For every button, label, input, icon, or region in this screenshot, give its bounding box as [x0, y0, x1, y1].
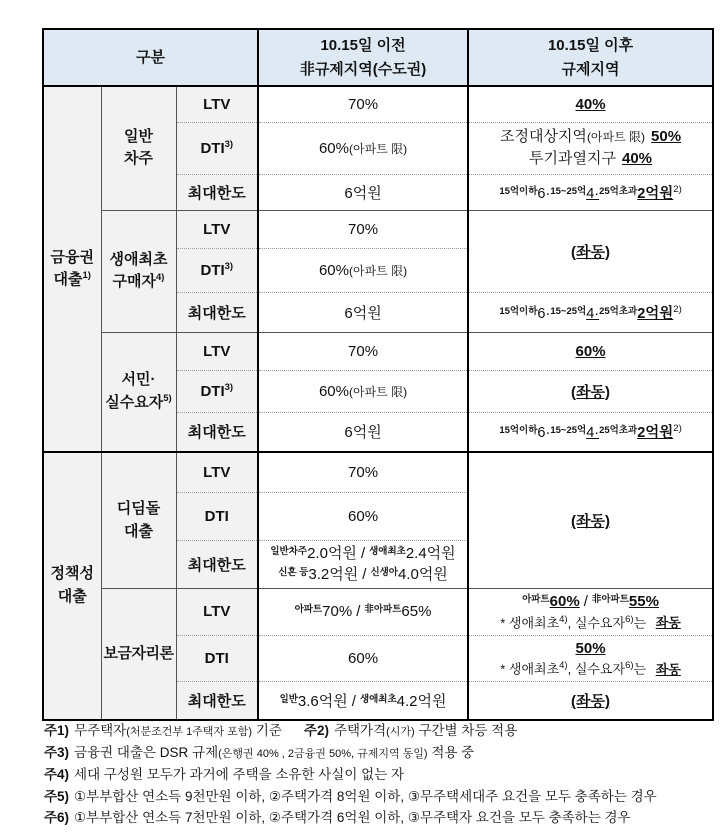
cell-general-dti-before: 60%(아파트 限) — [258, 122, 468, 174]
group-policy-loans: 정책성 대출 — [43, 452, 101, 720]
subgroup-first-time-buyer: 생애최초 구매자$^{4)}$ — [101, 210, 176, 332]
cell-lowincome-dti-after: (좌동) — [468, 370, 713, 412]
row-general-ltv — [43, 86, 713, 122]
rowlabel-max: 최대한도 — [176, 412, 258, 452]
rowlabel-ltv: LTV — [176, 452, 258, 492]
cell-lowincome-max-before: 6억원 — [258, 412, 468, 452]
cell-firsttime-ltv-dti-after: (좌동) — [468, 210, 713, 292]
subgroup-bogeumjari: 보금자리론 — [101, 589, 176, 720]
row-didimdol-ltv — [43, 452, 713, 492]
header-after-line2: 규제지역 — [561, 60, 620, 78]
header-category-label: 구분 — [136, 48, 165, 66]
cell-firsttime-dti-before: 60%(아파트 限) — [258, 248, 468, 292]
rowlabel-max: 최대한도 — [176, 540, 258, 589]
cell-bogeumjari-ltv-before: $^{아파트}$70% / $^{非아파트}$65% — [258, 589, 468, 636]
header-category — [43, 29, 258, 86]
rowlabel-dti: DTI — [176, 492, 258, 540]
cell-firsttime-max-after: $^{15억이하}$6·$^{15\sim 25억}$4·$^{25억초과}$2억원$^{2)}$ — [468, 292, 713, 332]
loan-regulation-table — [42, 28, 714, 721]
header-before-line1: 10.15일 이전 — [320, 37, 406, 55]
rowlabel-ltv: LTV — [176, 86, 258, 122]
row-lowincome-ltv — [43, 332, 713, 370]
subgroup-low-income: 서민· 실수요자$^{5)}$ — [101, 332, 176, 452]
rowlabel-dti: DTI — [176, 635, 258, 682]
cell-bogeumjari-max-after: (좌동) — [468, 682, 713, 720]
header-after — [468, 29, 713, 86]
footnote-4: 주4) 세대 구성원 모두가 과거에 주택을 소유한 사실이 없는 자 — [44, 766, 404, 782]
footnote-5: 주5) ①부부합산 연소득 9천만원 이하, ②주택가격 8억원 이하, ③무주택세대주 요건을 모두 충족하는 경우 — [44, 788, 657, 804]
rowlabel-max: 최대한도 — [176, 682, 258, 720]
cell-bogeumjari-dti-before: 60% — [258, 635, 468, 682]
rowlabel-dti: DTI$^{3)}$ — [176, 370, 258, 412]
cell-bogeumjari-ltv-after: $^{아파트}$60% / $^{非아파트}$55% * 생애최초$^{4)}$, 실수요자$^{6)}$는 좌동 — [468, 589, 713, 636]
rowlabel-max: 최대한도 — [176, 292, 258, 332]
cell-didimdol-ltv-before: 70% — [258, 452, 468, 492]
footnote-1-2: 주1) 무주택자(처분조건부 1주택자 포함) 기준 주2) 주택가격(시가) 구간별 차등 적용 — [44, 723, 518, 738]
cell-bogeumjari-dti-after: 50% * 생애최초$^{4)}$, 실수요자$^{6)}$는 좌동 — [468, 635, 713, 682]
cell-general-ltv-before: 70% — [258, 86, 468, 122]
cell-lowincome-ltv-after: 60% — [468, 332, 713, 370]
cell-general-ltv-after: 40% — [468, 86, 713, 122]
cell-didimdol-dti-before: 60% — [258, 492, 468, 540]
rowlabel-ltv: LTV — [176, 210, 258, 248]
header-after-line1: 10.15일 이후 — [547, 37, 634, 55]
row-bogeumjari-ltv — [43, 589, 713, 636]
rowlabel-ltv: LTV — [176, 589, 258, 636]
rowlabel-max: 최대한도 — [176, 174, 258, 210]
rowlabel-dti: DTI$^{3)}$ — [176, 248, 258, 292]
group-financial-loans: 금융권 대출$^{1)}$ — [43, 86, 101, 452]
row-firsttime-ltv — [43, 210, 713, 248]
cell-didimdol-after: (좌동) — [468, 452, 713, 589]
cell-lowincome-dti-before: 60%(아파트 限) — [258, 370, 468, 412]
cell-general-max-after: $^{15억이하}$6·$^{15\sim 25억}$4·$^{25억초과}$2억원$^{2)}$ — [468, 174, 713, 210]
footnotes — [44, 720, 710, 829]
cell-general-max-before: 6억원 — [258, 174, 468, 210]
cell-lowincome-max-after: $^{15억이하}$6·$^{15\sim 25억}$4·$^{25억초과}$2억원$^{2)}$ — [468, 412, 713, 452]
rowlabel-ltv: LTV — [176, 332, 258, 370]
subgroup-didimdol: 디딤돌 대출 — [101, 452, 176, 589]
rowlabel-dti: DTI$^{3)}$ — [176, 122, 258, 174]
footnote-3: 주3) 금융권 대출은 DSR 규제(은행권 40% , 2금융권 50%, 규제지역 동일) 적용 중 — [44, 744, 475, 760]
header-row — [43, 29, 713, 86]
footnote-6: 주6) ①부부합산 연소득 7천만원 이하, ②주택가격 6억원 이하, ③무주택자 요건을 모두 충족하는 경우 — [44, 810, 631, 826]
cell-firsttime-max-before: 6억원 — [258, 292, 468, 332]
cell-lowincome-ltv-before: 70% — [258, 332, 468, 370]
cell-didimdol-max-before: $^{일반차주}$2.0억원 / $^{생애최초}$2.4억원 $^{신혼 등}$3.2억원 / $^{신생아}$4.0억원 — [258, 540, 468, 589]
header-before — [258, 29, 468, 86]
cell-general-dti-after: 조정대상지역(아파트 限) 50% 투기과열지구 40% — [468, 122, 713, 174]
header-before-line2: 非규제지역(수도권) — [299, 60, 427, 78]
cell-firsttime-ltv-before: 70% — [258, 210, 468, 248]
cell-bogeumjari-max-before: $^{일반}$3.6억원 / $^{생애최초}$4.2억원 — [258, 682, 468, 720]
subgroup-general-borrower: 일반 차주 — [101, 86, 176, 210]
